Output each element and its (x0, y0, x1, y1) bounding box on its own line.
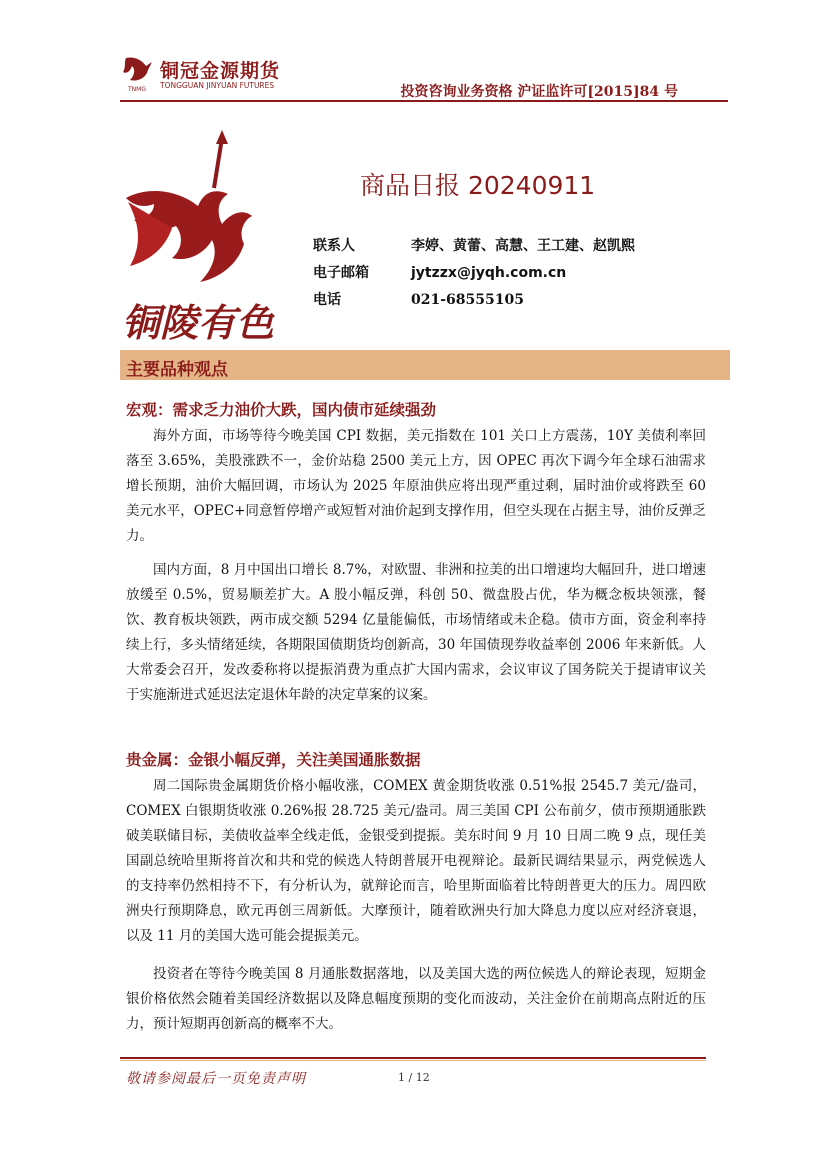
company-logo (120, 54, 281, 98)
contact-email-label: 电子邮箱 (313, 265, 369, 281)
bull-logo-icon (120, 54, 156, 88)
company-name-cn: 铜冠金源期货 (160, 60, 281, 82)
contact-email-value[interactable]: jytzzx@jyqh.com.cn (411, 265, 567, 281)
footer-divider-light (120, 1060, 706, 1061)
section-title: 主要品种观点 (126, 360, 228, 380)
company-name-en: TONGGUAN JINYUAN FUTURES (160, 81, 275, 90)
contact-phone-row (313, 289, 524, 309)
header-divider (120, 100, 728, 102)
precious-heading: 贵金属：金银小幅反弹，关注美国通胀数据 (126, 750, 421, 769)
contact-person-value: 李婷、黄蕾、高慧、王工建、赵凯熙 (411, 238, 635, 254)
precious-paragraph-1: 周二国际贵金属期货价格小幅收涨，COMEX 黄金期货收涨 0.51%报 2545.7 美元/盎司，COMEX 白银期货收涨 0.26%报 28.725 美元/盎司。周三美国 CPI 公布前夕，债市预期通胀跌破美联储目标，美债收益率全线走低，金银受到提振。美东时间 9 月 10 日周二晚 9 点，现任美国副总统哈里斯将首次和共和党的候选人特朗普展开电视辩论。最新民调结果显示，两党候选人的支持率仍然相持不下，有分析认为，就辩论而言，哈里斯面临着比特朗普更大的压力。周四欧洲央行预期降息，欧元再创三周新低。大摩预计，随着欧洲央行加大降息力度以应对经济衰退，以及 11 月的美国大选可能会提振美元。 (126, 778, 706, 944)
contact-person-row (313, 235, 635, 255)
logo-brush-text: 铜陵有色 (122, 300, 275, 345)
disclaimer-note[interactable]: 敬请参阅最后一页免责声明 (126, 1071, 306, 1087)
contact-phone-label: 电话 (313, 292, 341, 308)
macro-paragraph-1: 海外方面，市场等待今晚美国 CPI 数据，美元指数在 101 关口上方震荡，10Y 美债利率回落至 3.65%，美股涨跌不一，金价站稳 2500 美元上方，因 OPEC 再次下调今年全球石油需求增长预期，油价大幅回调，市场认为 2025 年原油供应将出现严重过剩，届时油价或将跌至 60 美元水平，OPEC+同意暂停增产或短暂对油价起到支撑作用，但空头现在占据主导，油价反弹乏力。 (126, 428, 706, 544)
license-text: 投资咨询业务资格 沪证监许可[2015]84 号 (400, 84, 678, 100)
tongling-logo (118, 128, 300, 346)
contact-phone-value: 021-68555105 (411, 292, 524, 308)
macro-heading: 宏观：需求乏力油价大跌，国内债市延续强劲 (126, 400, 437, 419)
contact-person-label: 联系人 (313, 238, 355, 254)
footer-divider (120, 1057, 706, 1059)
company-abbr: TNMG (128, 86, 146, 93)
macro-paragraph-2: 国内方面，8 月中国出口增长 8.7%，对欧盟、非洲和拉美的出口增速均大幅回升，进口增速放缓至 0.5%，贸易顺差扩大。A 股小幅反弹，科创 50、微盘股占优，华为概念板块领涨，餐饮、教育板块领跌，两市成交额 5294 亿量能偏低，市场情绪或未企稳。债市方面，资金利率持续上行，多头情绪延续，各期限国债期货均创新高，30 年国债现券收益率创 2006 年来新低。人大常委会召开，发改委称将以提振消费为重点扩大国内需求，会议审议了国务院关于提请审议关于实施渐进式延迟法定退休年龄的决定草案的议案。 (126, 562, 706, 703)
bull-emblem-icon (118, 128, 300, 346)
report-title: 商品日报 20240911 (360, 171, 596, 200)
precious-paragraph-2: 投资者在等待今晚美国 8 月通胀数据落地，以及美国大选的两位候选人的辩论表现，短期金银价格依然会随着美国经济数据以及降息幅度预期的变化而波动，关注金价在前期高点附近的压力，预计短期再创新高的概率不大。 (126, 966, 706, 1032)
page-number: 1 / 12 (398, 1071, 430, 1084)
contact-email-row (313, 262, 566, 282)
